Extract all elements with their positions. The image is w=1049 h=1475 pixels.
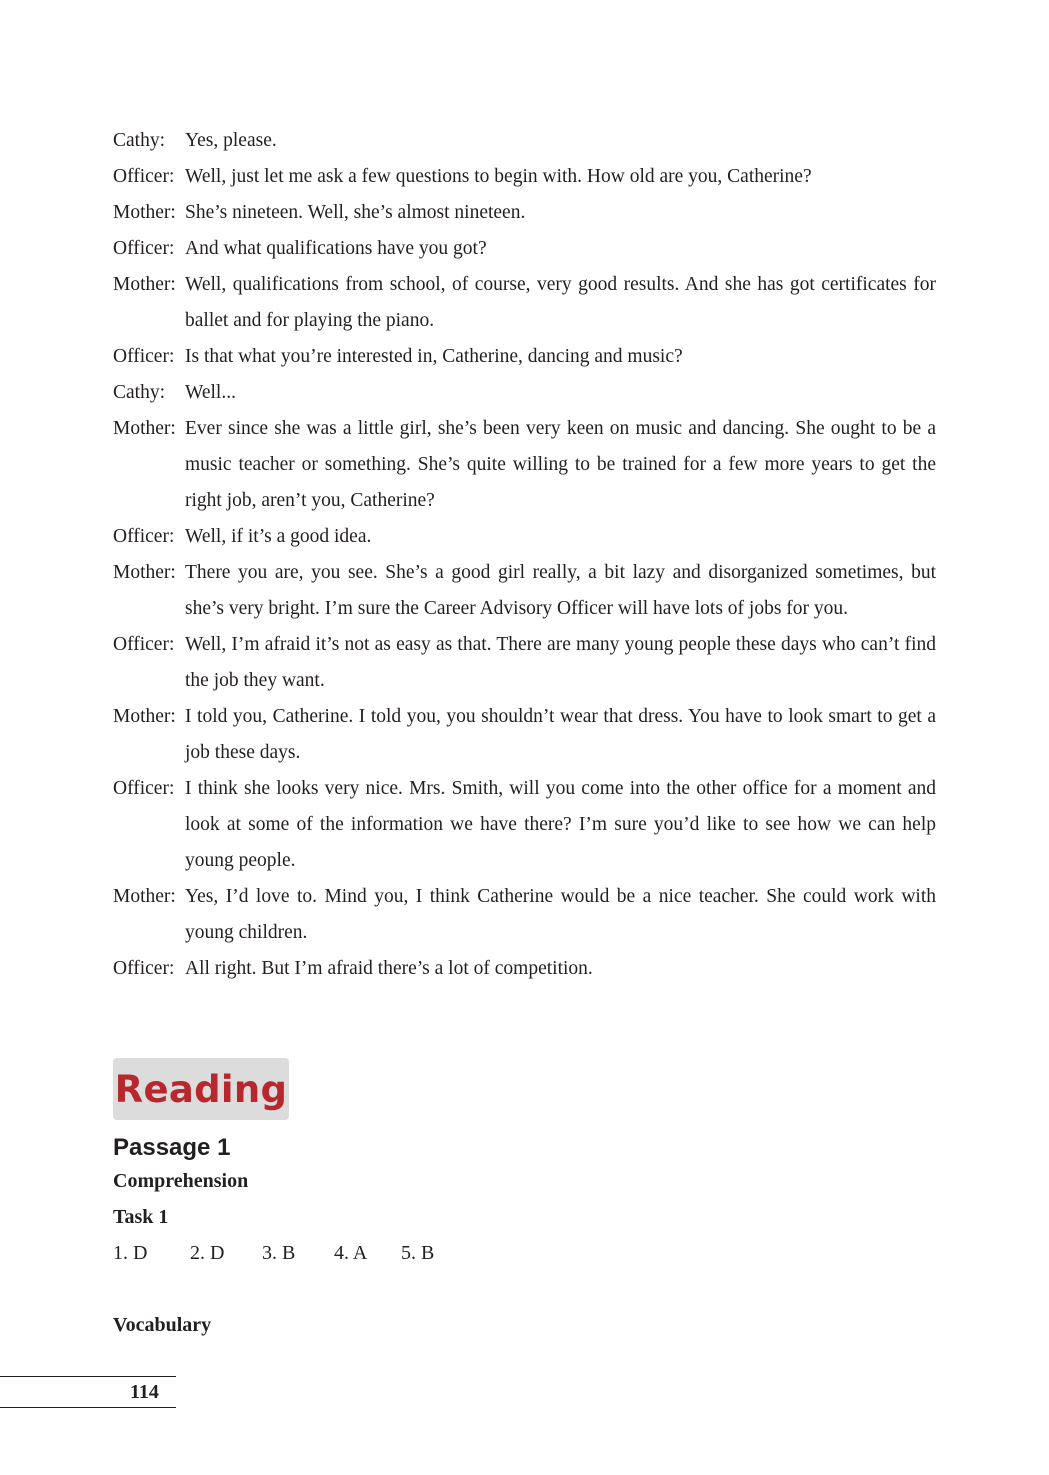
speech: And what qualifications have you got? <box>185 238 487 259</box>
speech: Well, qualifications from school, of course, very good results. And she has got certificates for ballet and for playing the piano. <box>185 274 936 331</box>
speaker: Cathy: <box>113 130 165 151</box>
answer-item: 5. B <box>401 1242 435 1264</box>
speaker: Officer: <box>113 634 175 655</box>
speaker: Mother: <box>113 886 176 907</box>
dialogue-line <box>113 699 936 771</box>
dialogue-line <box>113 231 936 267</box>
answer-list <box>113 1242 434 1265</box>
speaker: Cathy: <box>113 382 165 403</box>
speech: I told you, Catherine. I told you, you shouldn’t wear that dress. You have to look smart to get a job these days. <box>185 706 936 763</box>
speech: Well, just let me ask a few questions to begin with. How old are you, Catherine? <box>185 166 812 187</box>
speaker: Officer: <box>113 166 175 187</box>
vocabulary-heading: Vocabulary <box>113 1314 212 1336</box>
speech: Well, if it’s a good idea. <box>185 526 372 547</box>
speaker: Mother: <box>113 202 176 223</box>
dialogue-line <box>113 411 936 519</box>
speech: All right. But I’m afraid there’s a lot of competition. <box>185 958 593 979</box>
section-title: Reading <box>114 1067 288 1111</box>
speaker: Mother: <box>113 418 176 439</box>
dialogue-line <box>113 159 936 195</box>
speaker: Mother: <box>113 706 176 727</box>
dialogue-line <box>113 879 936 951</box>
page-number-bar <box>0 1376 176 1408</box>
comprehension-heading: Comprehension <box>113 1170 249 1192</box>
speech: I think she looks very nice. Mrs. Smith, will you come into the other office for a moment and look at some of the information we have there? I’m sure you’d like to see how we can help young people. <box>185 778 936 871</box>
page-number: 114 <box>130 1381 159 1403</box>
speech: Well, I’m afraid it’s not as easy as that. There are many young people these days who can’t find the job they want. <box>185 634 936 691</box>
dialogue-line <box>113 339 936 375</box>
speech: Is that what you’re interested in, Catherine, dancing and music? <box>185 346 683 367</box>
section-header <box>113 1058 289 1120</box>
dialogue-line <box>113 375 936 411</box>
answer-item: 2. D <box>190 1242 225 1264</box>
dialogue-line <box>113 555 936 627</box>
answer-item: 1. D <box>113 1242 148 1264</box>
speaker: Mother: <box>113 562 176 583</box>
speaker: Officer: <box>113 526 175 547</box>
task-heading: Task 1 <box>113 1206 169 1228</box>
dialogue-line <box>113 195 936 231</box>
dialogue-line <box>113 771 936 879</box>
dialogue-line <box>113 123 936 159</box>
speech: Yes, I’d love to. Mind you, I think Catherine would be a nice teacher. She could work with young children. <box>185 886 936 943</box>
dialogue-line <box>113 627 936 699</box>
speech: There you are, you see. She’s a good girl really, a bit lazy and disorganized sometimes, but she’s very bright. I’m sure the Career Advisory Officer will have lots of jobs for you. <box>185 562 936 619</box>
passage-title: Passage 1 <box>113 1134 231 1161</box>
speaker: Officer: <box>113 346 175 367</box>
answer-item: 3. B <box>262 1242 296 1264</box>
speech: Well... <box>185 382 236 403</box>
dialogue <box>113 123 936 987</box>
speech: She’s nineteen. Well, she’s almost nineteen. <box>185 202 526 223</box>
dialogue-line <box>113 519 936 555</box>
speaker: Officer: <box>113 238 175 259</box>
speaker: Officer: <box>113 958 175 979</box>
answer-item: 4. A <box>334 1242 368 1264</box>
dialogue-line <box>113 951 936 987</box>
speech: Ever since she was a little girl, she’s been very keen on music and dancing. She ought to be a music teacher or something. She’s quite willing to be trained for a few more years to get the right job, aren’t you, Catherine? <box>185 418 936 511</box>
dialogue-line <box>113 267 936 339</box>
speaker: Mother: <box>113 274 176 295</box>
speaker: Officer: <box>113 778 175 799</box>
speech: Yes, please. <box>185 130 277 151</box>
